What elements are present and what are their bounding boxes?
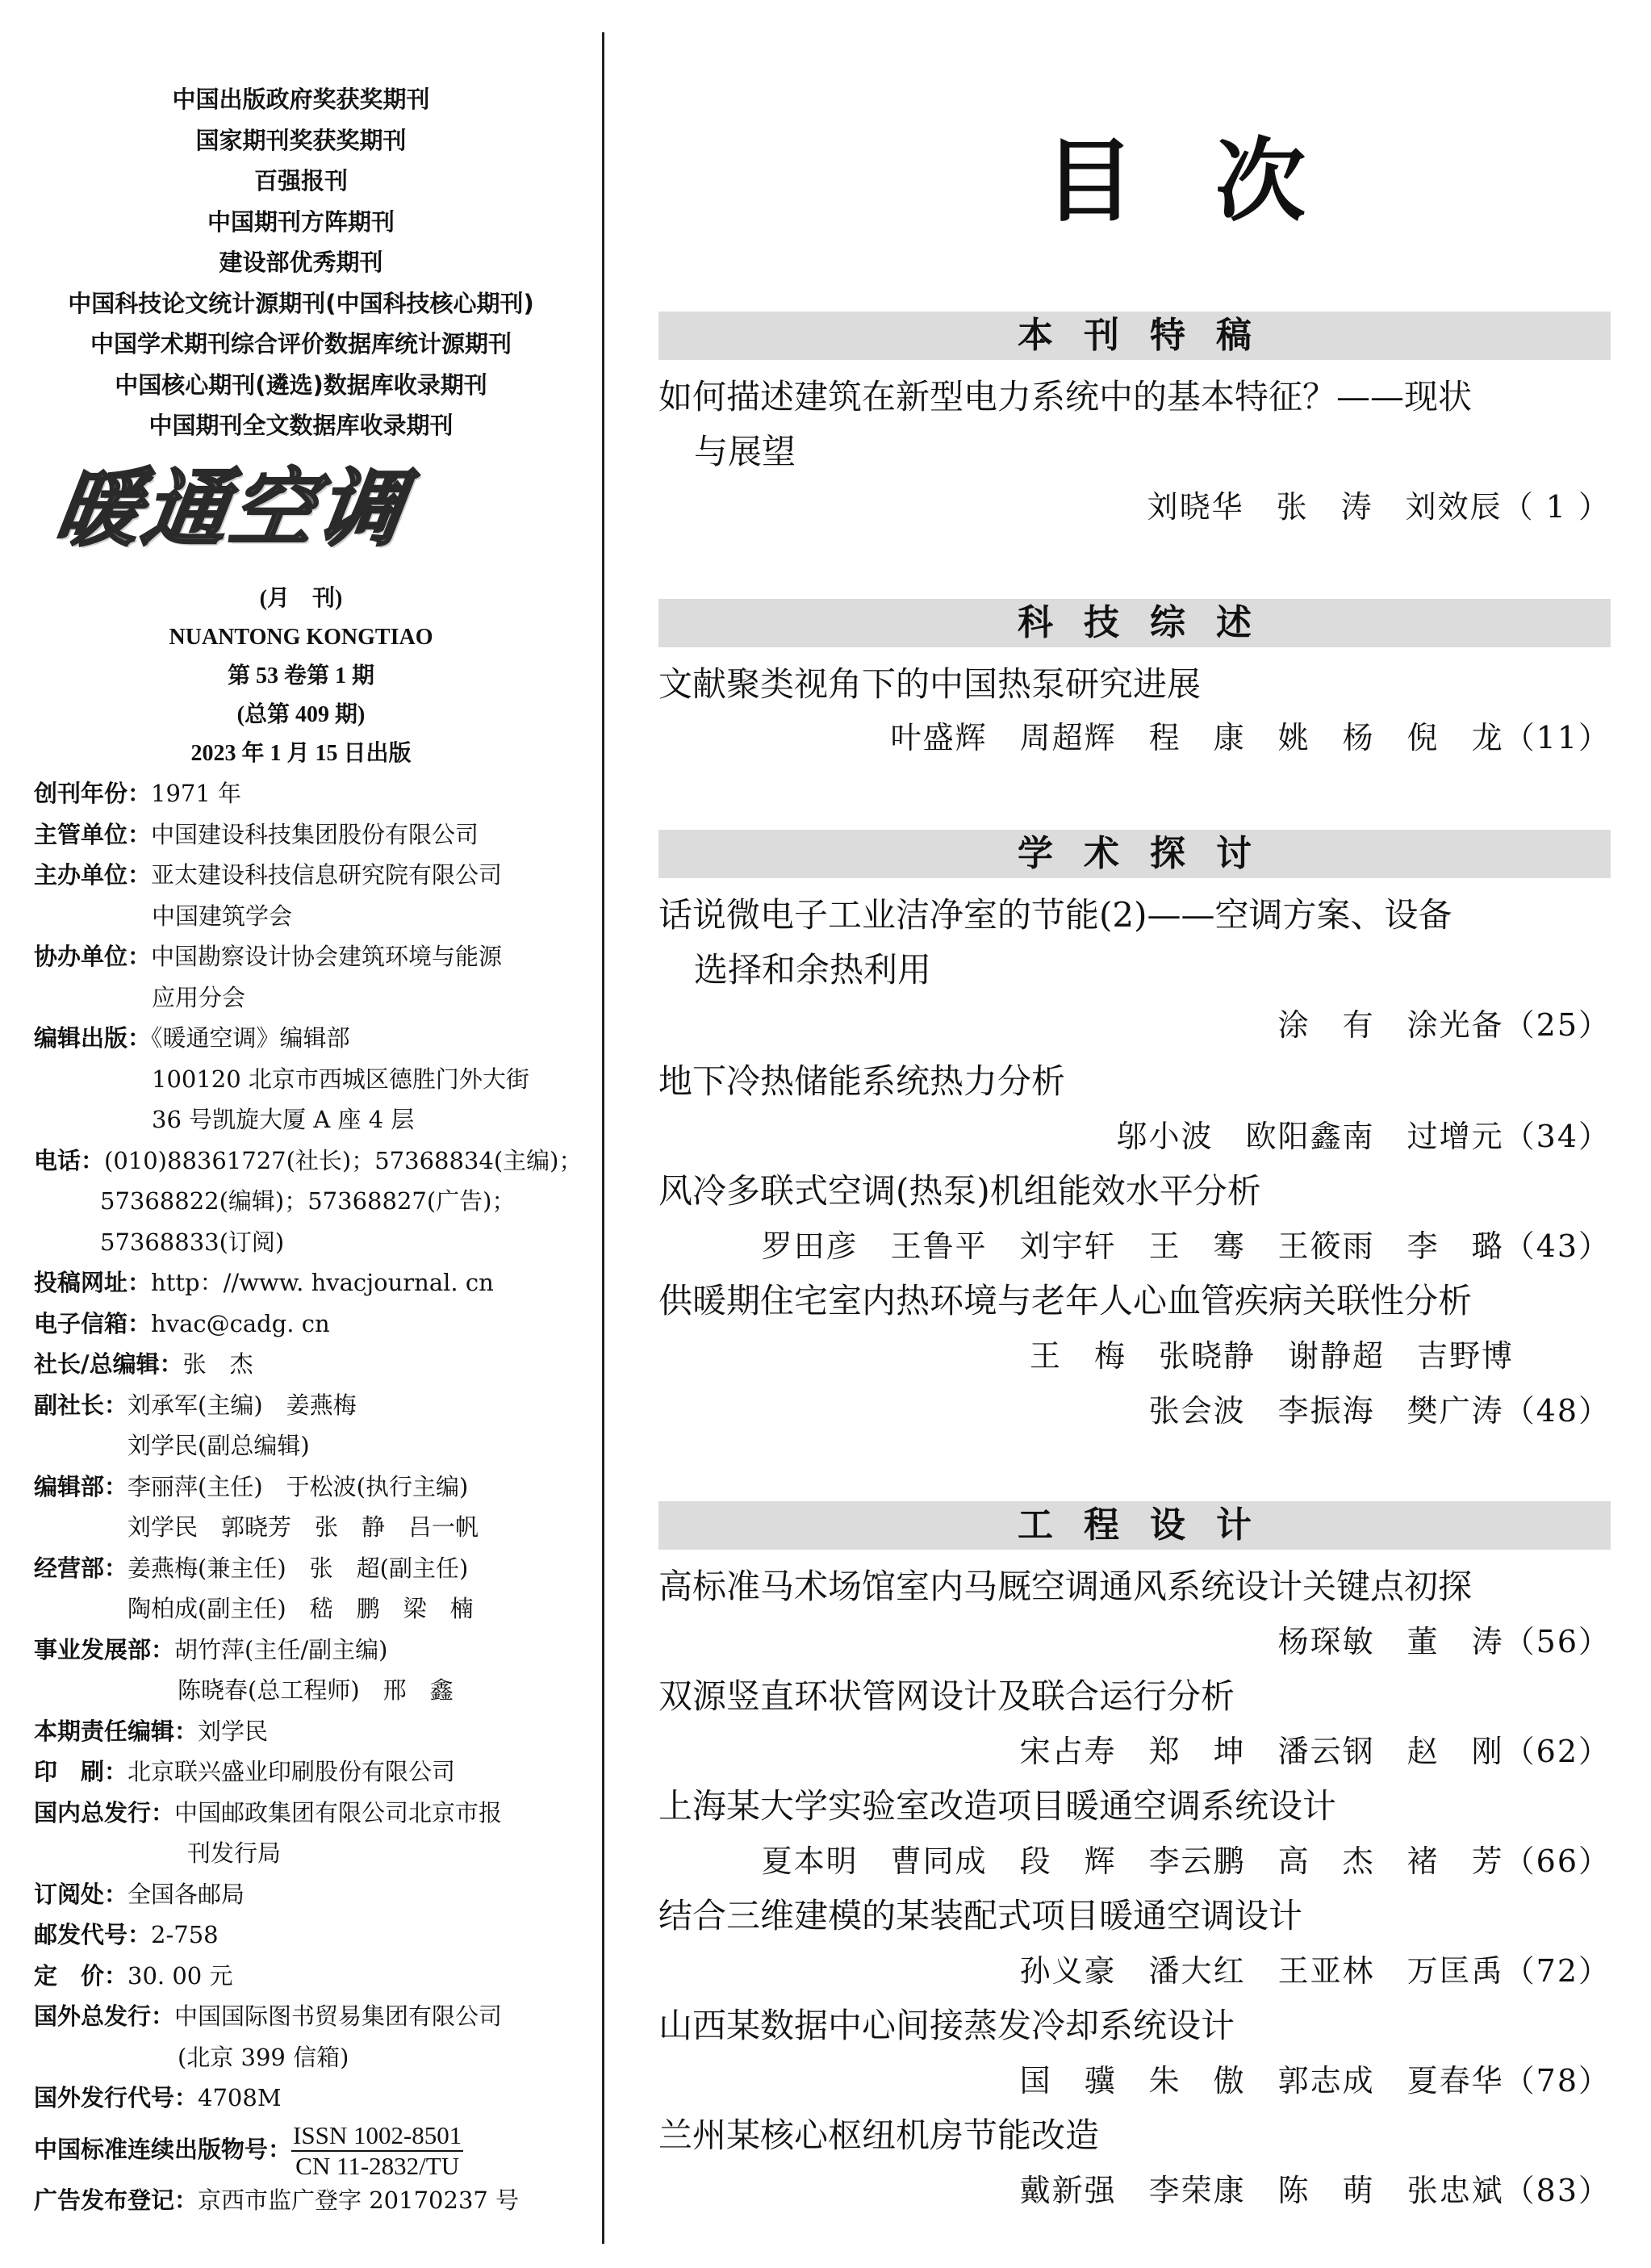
section-heading: 科技综述 <box>658 599 1611 647</box>
article-title-line: 兰州某核心枢纽机房节能改造 <box>658 2115 1100 2155</box>
issue-editor-row <box>34 1711 599 1752</box>
masthead-info <box>34 773 599 2220</box>
honors-list <box>0 79 602 446</box>
ad-row <box>34 2180 599 2221</box>
article-authors: 夏本明 曹同成 段 辉 李云鹏 高 杰 褚 芳（66） <box>761 1843 1611 1879</box>
article-title-line: 山西某数据中心间接蒸发冷却系统设计 <box>658 2006 1235 2045</box>
article-title-line: 结合三维建模的某装配式项目暖通空调设计 <box>658 1896 1303 1935</box>
info-continuation: (北京 399 信箱) <box>178 2043 349 2071</box>
info-value: 胡竹萍(主任/副主编) <box>174 1635 388 1663</box>
column-divider <box>602 32 604 2244</box>
postal-code-row <box>34 1914 599 1956</box>
info-label: 创刊年份： <box>34 780 152 807</box>
publication-info <box>0 580 602 773</box>
email-row <box>34 1303 599 1345</box>
journal-logo <box>49 459 557 558</box>
info-label: 定 价： <box>34 1961 128 1990</box>
info-value: 北京联兴盛业印刷股份有限公司 <box>127 1758 456 1785</box>
honor-item: 中国出版政府奖获奖期刊 <box>172 86 430 113</box>
article-title-line: 选择和余热利用 <box>694 950 932 990</box>
vice-president-row <box>34 1385 599 1426</box>
volume-issue: 第 53 卷第 1 期 <box>227 663 374 688</box>
info-label: 社长/总编辑： <box>34 1350 183 1378</box>
info-value: 2-758 <box>151 1921 219 1948</box>
honor-item: 国家期刊奖获奖期刊 <box>195 126 407 154</box>
journal-logo-text: 暖通空调 <box>49 459 412 558</box>
honor-item: 中国科技论文统计源期刊(中国科技核心期刊) <box>68 289 534 317</box>
info-label: 本期责任编辑： <box>34 1717 199 1745</box>
article-title-line: 如何描述建筑在新型电力系统中的基本特征？——现状 <box>658 377 1473 416</box>
info-value: 张 杰 <box>182 1350 253 1378</box>
info-value: 亚太建设科技信息研究院有限公司 <box>151 861 503 889</box>
article-authors: 叶盛辉 周超辉 程 康 姚 杨 倪 龙（11） <box>890 720 1611 755</box>
co-sponsor-row <box>34 936 599 977</box>
article-title-line: 上海某大学实验室改造项目暖通空调系统设计 <box>658 1786 1337 1826</box>
article-title[interactable] <box>658 1559 1611 1614</box>
honor-item: 中国学术期刊综合评价数据库统计源期刊 <box>90 330 512 358</box>
article-authors: 杨琛敏 董 涛（56） <box>1277 1624 1611 1659</box>
info-value: 刘学民 <box>198 1717 269 1745</box>
article-title[interactable] <box>658 1164 1611 1219</box>
info-continuation: 刘学民 郭晓芳 张 静 吕一帆 <box>127 1513 479 1541</box>
editor-row <box>34 1018 599 1059</box>
info-label: 主管单位： <box>34 820 152 848</box>
subscribe-row <box>34 1874 599 1915</box>
phone-row <box>34 1140 599 1182</box>
info-label: 事业发展部： <box>34 1635 175 1663</box>
article-title-line: 供暖期住宅室内热环境与老年人心血管疾病关联性分析 <box>658 1281 1473 1320</box>
serial-number <box>291 2121 463 2181</box>
pinyin-title: NUANTONG KONGTIAO <box>169 625 433 650</box>
info-continuation: 57368833(订阅) <box>100 1228 285 1256</box>
info-continuation: 应用分会 <box>152 983 246 1011</box>
info-label: 广告发布登记： <box>34 2186 199 2214</box>
article-title[interactable] <box>658 1669 1611 1724</box>
info-value: 中国国际图书贸易集团有限公司 <box>174 2002 503 2030</box>
info-value: (010)88361727(社长)；57368834(主编)； <box>104 1146 583 1174</box>
info-continuation: 刘学民(副总编辑) <box>127 1432 310 1459</box>
info-continuation: 中国建筑学会 <box>152 902 293 930</box>
total-issue: (总第 409 期) <box>236 702 366 727</box>
article-authors: 戴新强 李荣康 陈 萌 张忠斌（83） <box>1019 2173 1611 2208</box>
info-value: 姜燕梅(兼主任) 张 超(副主任) <box>127 1554 469 1582</box>
info-value: 30. 00 元 <box>127 1961 233 1990</box>
masthead-column <box>0 0 602 2268</box>
honor-item: 建设部优秀期刊 <box>219 249 383 276</box>
info-label: 国外总发行： <box>34 2002 175 2030</box>
domestic-row <box>34 1793 599 1834</box>
development-row <box>34 1630 599 1671</box>
info-continuation: 57368822(编辑)；57368827(广告)； <box>100 1187 516 1215</box>
article-title[interactable] <box>658 1889 1611 1944</box>
price-row <box>34 1956 599 1997</box>
foreign-code-row <box>34 2078 599 2119</box>
article-authors: 王 梅 张晓静 谢静超 吉野博 <box>1029 1338 1611 1374</box>
info-label: 国内总发行： <box>34 1798 175 1827</box>
article-authors: 张会波 李振海 樊广涛（48） <box>1148 1393 1611 1429</box>
info-value: 京西市监广登字 20170237 号 <box>198 2186 520 2214</box>
article-title[interactable] <box>658 1779 1611 1834</box>
info-label: 副社长： <box>34 1391 128 1419</box>
info-value: 《暖通空调》编辑部 <box>151 1024 350 1052</box>
toc-title: 目次 <box>1044 129 1386 234</box>
info-value: 刘承军(主编) 姜燕梅 <box>127 1391 357 1419</box>
info-value: 1971 年 <box>151 780 242 807</box>
article-authors: 刘晓华 张 涛 刘效辰（ 1 ） <box>1147 489 1611 525</box>
info-continuation: 陶柏成(副主任) 嵇 鹏 梁 楠 <box>127 1595 474 1622</box>
article-title[interactable] <box>658 1054 1611 1109</box>
info-continuation: 陈晓春(总工程师) 邢 鑫 <box>178 1676 454 1704</box>
article-title-line: 双源竖直环状管网设计及联合运行分析 <box>658 1676 1235 1716</box>
info-label: 国外发行代号： <box>34 2084 199 2111</box>
article-title[interactable] <box>658 2108 1611 2163</box>
article-title[interactable] <box>658 1998 1611 2053</box>
info-label: 协办单位： <box>34 943 152 970</box>
article-title-line: 高标准马术场馆室内马厩空调通风系统设计关键点初探 <box>658 1567 1473 1606</box>
info-continuation: 100120 北京市西城区德胜门外大街 <box>152 1065 529 1093</box>
cn-number: CN 11-2832/TU <box>295 2151 460 2180</box>
honor-item: 中国期刊全文数据库收录期刊 <box>148 412 454 439</box>
article-title-line: 话说微电子工业洁净室的节能(2)——空调方案、设备 <box>658 895 1452 935</box>
info-label: 电子信箱： <box>34 1309 152 1337</box>
article-authors: 邬小波 欧阳鑫南 过增元（34） <box>1116 1119 1611 1154</box>
info-label: 编辑出版： <box>34 1024 152 1052</box>
article-title-line: 文献聚类视角下的中国热泵研究进展 <box>658 664 1202 704</box>
issn-number: ISSN 1002-8501 <box>291 2121 463 2152</box>
section-heading: 工程设计 <box>658 1501 1611 1550</box>
honor-item: 中国核心期刊(遴选)数据库收录期刊 <box>115 370 487 399</box>
article-authors: 罗田彦 王鲁平 刘宇轩 王 骞 王筱雨 李 璐（43） <box>761 1228 1611 1264</box>
serial-row <box>34 2119 599 2180</box>
sponsor-row <box>34 855 599 896</box>
article-title-line: 与展望 <box>694 432 796 471</box>
info-value: 中国建设科技集团股份有限公司 <box>151 820 479 848</box>
info-label: 投稿网址： <box>34 1269 152 1296</box>
honor-item: 中国期刊方阵期刊 <box>207 207 395 236</box>
article-title[interactable] <box>658 888 1611 998</box>
info-value: 李丽萍(主任) 于松波(执行主编) <box>127 1472 469 1500</box>
info-label: 主办单位： <box>34 861 152 889</box>
printer-row <box>34 1751 599 1793</box>
info-label: 电话： <box>34 1146 105 1174</box>
website-row <box>34 1262 599 1303</box>
info-value: hvac@cadg. cn <box>151 1309 330 1337</box>
business-row <box>34 1548 599 1589</box>
info-continuation: 36 号凯旋大厦 A 座 4 层 <box>152 1106 415 1133</box>
info-value: 中国邮政集团有限公司北京市报 <box>174 1798 503 1827</box>
section-heading: 学术探讨 <box>658 830 1611 878</box>
publish-date: 2023 年 1 月 15 日出版 <box>190 741 412 766</box>
info-label: 编辑部： <box>34 1472 128 1500</box>
founded-row <box>34 773 599 814</box>
foreign-row <box>34 1996 599 2037</box>
info-value: 中国勘察设计协会建筑环境与能源 <box>151 943 503 970</box>
article-title[interactable] <box>658 370 1611 479</box>
frequency: (月 刊) <box>259 586 343 611</box>
article-title-line: 风冷多联式空调(热泵)机组能效水平分析 <box>658 1171 1261 1211</box>
info-label: 订阅处： <box>34 1880 128 1908</box>
article-authors: 国 骥 朱 傲 郭志成 夏春华（78） <box>1019 2063 1611 2099</box>
info-value: 全国各邮局 <box>127 1880 245 1908</box>
president-row <box>34 1344 599 1385</box>
article-authors: 孙义豪 潘大红 王亚林 万匡禹（72） <box>1019 1953 1611 1989</box>
info-continuation: 刊发行局 <box>187 1839 282 1867</box>
section-heading: 本刊特稿 <box>658 312 1611 360</box>
info-label: 经营部： <box>34 1554 128 1582</box>
info-value: http：//www. hvacjournal. cn <box>151 1269 494 1296</box>
supervisor-row <box>34 814 599 856</box>
article-title[interactable] <box>658 657 1611 712</box>
editorial-row <box>34 1467 599 1508</box>
article-title[interactable] <box>658 1274 1611 1329</box>
article-title-line: 地下冷热储能系统热力分析 <box>658 1061 1066 1101</box>
honor-item: 百强报刊 <box>253 167 348 195</box>
info-label: 邮发代号： <box>34 1921 152 1948</box>
article-authors: 宋占寿 郑 坤 潘云钢 赵 刚（62） <box>1019 1734 1611 1769</box>
info-label: 中国标准连续出版物号： <box>34 2135 292 2163</box>
info-label: 印 刷： <box>34 1758 128 1785</box>
info-value: 4708M <box>198 2084 282 2111</box>
article-authors: 涂 有 涂光备（25） <box>1277 1007 1611 1043</box>
